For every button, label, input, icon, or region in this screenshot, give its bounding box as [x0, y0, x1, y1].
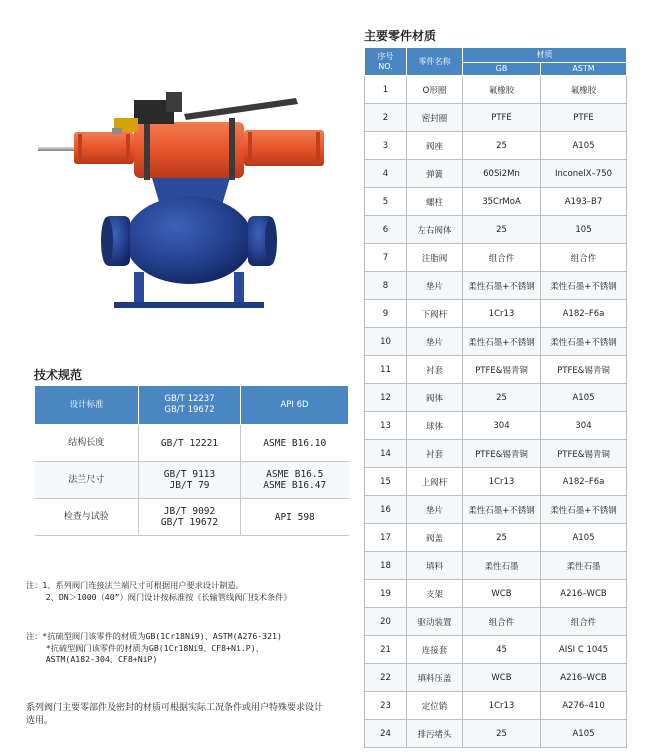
material-no: 5 — [365, 188, 407, 216]
material-astm: A216–WCB — [541, 664, 627, 692]
note-line: *抗硫型阀门该零件的材质为GB(1Cr18Ni9、CF8+Ni.P)、 — [26, 642, 264, 653]
material-gb: PTFE&锡青铜 — [463, 356, 541, 384]
material-no: 7 — [365, 244, 407, 272]
header-no — [365, 48, 407, 76]
material-no: 24 — [365, 720, 407, 748]
spec-api-standard-line: ASME B16.5 — [266, 469, 324, 480]
material-no: 22 — [365, 664, 407, 692]
material-gb: 柔性石墨+不锈钢 — [463, 272, 541, 300]
spec-section-title: 技术规范 — [34, 368, 83, 382]
spec-header-row — [35, 386, 349, 425]
spec-row-label: 法兰尺寸 — [35, 462, 139, 499]
material-gb: 柔性石墨 — [463, 552, 541, 580]
footer-note: 系列阀门主要零部件及密封的材质可根据实际工况条件或用户特殊要求设计选用。 — [26, 703, 324, 726]
material-gb: 25 — [463, 524, 541, 552]
technical-spec-table — [34, 385, 349, 536]
material-gb: 25 — [463, 132, 541, 160]
material-gb: 柔性石墨+不锈钢 — [463, 496, 541, 524]
material-gb: 1Cr13 — [463, 300, 541, 328]
note-line: 注：1、系列阀门连接法兰端尺寸可根据用户要求设计制造。 — [26, 580, 244, 590]
material-part-name: 阀盖 — [407, 524, 463, 552]
spec-header-standard: 设计标准 — [35, 386, 139, 425]
material-astm: 304 — [541, 412, 627, 440]
material-gb: 35CrMoA — [463, 188, 541, 216]
material-row — [365, 188, 627, 216]
spec-row-api — [241, 462, 349, 499]
material-part-name: 球体 — [407, 412, 463, 440]
material-part-name: 弹簧 — [407, 160, 463, 188]
material-gb: 25 — [463, 384, 541, 412]
material-part-name: 支架 — [407, 580, 463, 608]
material-row — [365, 272, 627, 300]
material-part-name: 连接套 — [407, 636, 463, 664]
material-no: 18 — [365, 552, 407, 580]
material-row — [365, 496, 627, 524]
notes-group-2 — [26, 631, 282, 666]
spec-row — [35, 499, 349, 536]
material-no: 15 — [365, 468, 407, 496]
spec-row-label: 结构长度 — [35, 425, 139, 462]
pneumatic-ball-valve-image — [34, 92, 364, 312]
material-astm: 氟橡胶 — [541, 76, 627, 104]
material-gb: 组合件 — [463, 608, 541, 636]
material-row — [365, 384, 627, 412]
material-row — [365, 468, 627, 496]
material-row — [365, 664, 627, 692]
material-astm: A193–B7 — [541, 188, 627, 216]
material-no: 21 — [365, 636, 407, 664]
material-row — [365, 636, 627, 664]
material-no: 23 — [365, 692, 407, 720]
material-astm: PTFE&锡青铜 — [541, 440, 627, 468]
material-astm: InconelX–750 — [541, 160, 627, 188]
material-row — [365, 552, 627, 580]
material-part-name: 填料压盖 — [407, 664, 463, 692]
header-astm: ASTM — [541, 63, 627, 76]
material-astm: AISI C 1045 — [541, 636, 627, 664]
material-gb: 组合件 — [463, 244, 541, 272]
material-no: 1 — [365, 76, 407, 104]
material-part-name: 垫片 — [407, 496, 463, 524]
spec-row-label: 检查与试验 — [35, 499, 139, 536]
material-row — [365, 356, 627, 384]
spec-gb-standard-line: GB/T 9113 — [163, 469, 216, 480]
spec-header-gb-line2: GB/T 19672 — [164, 405, 215, 415]
notes-group-1 — [26, 580, 292, 603]
material-astm: 柔性石墨+不锈钢 — [541, 272, 627, 300]
material-gb: 氟橡胶 — [463, 76, 541, 104]
note-line: 注：*抗硫型阀门该零件的材质为GB(1Cr18Ni9)、ASTM(A276-321) — [26, 631, 282, 641]
material-row — [365, 132, 627, 160]
material-part-name: 垫片 — [407, 272, 463, 300]
material-no: 20 — [365, 608, 407, 636]
material-astm: A105 — [541, 132, 627, 160]
material-astm: 柔性石墨 — [541, 552, 627, 580]
spec-api-standard-line: ASME B16.10 — [263, 437, 327, 449]
spec-api-standard-line: API 598 — [274, 511, 315, 523]
material-astm: A105 — [541, 524, 627, 552]
material-gb: 1Cr13 — [463, 468, 541, 496]
material-astm: 柔性石墨+不锈钢 — [541, 496, 627, 524]
manual-lever — [184, 98, 298, 120]
spec-row-gb — [139, 462, 241, 499]
material-astm: PTFE — [541, 104, 627, 132]
spec-row-api — [241, 499, 349, 536]
material-no: 6 — [365, 216, 407, 244]
material-row — [365, 412, 627, 440]
header-gb: GB — [463, 63, 541, 76]
note-line: ASTM(A182-304、CF8+NiP) — [26, 654, 158, 664]
header-no-en: NO. — [378, 61, 393, 71]
material-part-name: 螺柱 — [407, 188, 463, 216]
material-part-name: 阀座 — [407, 132, 463, 160]
material-row — [365, 328, 627, 356]
material-gb: 60Si2Mn — [463, 160, 541, 188]
spec-gb-standard-line: GB/T 19672 — [160, 517, 219, 528]
material-astm: A216–WCB — [541, 580, 627, 608]
material-row — [365, 692, 627, 720]
material-part-name: 阀体 — [407, 384, 463, 412]
material-no: 10 — [365, 328, 407, 356]
material-astm: 组合件 — [541, 608, 627, 636]
material-part-name: 定位销 — [407, 692, 463, 720]
material-no: 9 — [365, 300, 407, 328]
material-part-name: 左右阀体 — [407, 216, 463, 244]
material-row — [365, 440, 627, 468]
spec-row-gb — [139, 425, 241, 462]
spec-row — [35, 462, 349, 499]
material-gb: 25 — [463, 720, 541, 748]
header-part-name: 零件名称 — [407, 48, 463, 76]
spec-row — [35, 425, 349, 462]
material-no: 11 — [365, 356, 407, 384]
material-astm: A276–410 — [541, 692, 627, 720]
material-row — [365, 76, 627, 104]
material-no: 19 — [365, 580, 407, 608]
materials-section-title: 主要零件材质 — [364, 29, 437, 43]
spec-row-api — [241, 425, 349, 462]
material-no: 2 — [365, 104, 407, 132]
actuator — [74, 118, 324, 180]
material-gb: 45 — [463, 636, 541, 664]
spec-gb-standard-line: JB/T 79 — [169, 480, 210, 491]
material-astm: A105 — [541, 720, 627, 748]
spec-row-gb — [139, 499, 241, 536]
material-row — [365, 300, 627, 328]
material-astm: A182–F6a — [541, 468, 627, 496]
material-no: 17 — [365, 524, 407, 552]
material-part-name: 排污堵头 — [407, 720, 463, 748]
material-no: 8 — [365, 272, 407, 300]
material-no: 12 — [365, 384, 407, 412]
material-part-name: 填料 — [407, 552, 463, 580]
material-gb: 1Cr13 — [463, 692, 541, 720]
material-row — [365, 580, 627, 608]
material-part-name: 上阀杆 — [407, 468, 463, 496]
material-part-name: 驱动装置 — [407, 608, 463, 636]
material-gb: 25 — [463, 216, 541, 244]
spec-header-api: API 6D — [241, 386, 349, 425]
material-no: 13 — [365, 412, 407, 440]
material-astm: A105 — [541, 384, 627, 412]
material-row — [365, 244, 627, 272]
header-material: 材质 — [463, 48, 627, 63]
spec-gb-standard-line: JB/T 9092 — [163, 506, 216, 517]
material-part-name: 密封圈 — [407, 104, 463, 132]
material-gb: PTFE&锡青铜 — [463, 440, 541, 468]
spec-header-gb-line1: GB/T 12237 — [164, 394, 215, 404]
valve-body — [125, 196, 253, 284]
material-no: 3 — [365, 132, 407, 160]
material-row — [365, 608, 627, 636]
material-part-name: 注脂阀 — [407, 244, 463, 272]
material-gb: WCB — [463, 580, 541, 608]
material-astm: 柔性石墨+不锈钢 — [541, 328, 627, 356]
material-gb: WCB — [463, 664, 541, 692]
header-no-cn: 序号 — [377, 51, 394, 61]
material-part-name: 下阀杆 — [407, 300, 463, 328]
material-astm: 105 — [541, 216, 627, 244]
spec-api-standard-line: ASME B16.47 — [263, 480, 327, 491]
material-row — [365, 524, 627, 552]
note-line: 2、DN＞1000（40”）阀门设计按标准按《长输管线阀门技术条件》 — [26, 591, 292, 602]
material-row — [365, 104, 627, 132]
material-row — [365, 160, 627, 188]
material-astm: PTFE&锡青铜 — [541, 356, 627, 384]
material-no: 4 — [365, 160, 407, 188]
material-gb: 柔性石墨+不锈钢 — [463, 328, 541, 356]
piston-rod — [38, 147, 78, 151]
materials-table — [364, 47, 627, 748]
material-gb: 304 — [463, 412, 541, 440]
material-astm: A182–F6a — [541, 300, 627, 328]
material-part-name: 垫片 — [407, 328, 463, 356]
spec-gb-standard-line: GB/T 12221 — [160, 437, 219, 449]
material-astm: 组合件 — [541, 244, 627, 272]
material-no: 14 — [365, 440, 407, 468]
material-row — [365, 216, 627, 244]
material-no: 16 — [365, 496, 407, 524]
material-part-name: O形圈 — [407, 76, 463, 104]
material-gb: PTFE — [463, 104, 541, 132]
material-row — [365, 720, 627, 748]
spec-header-gb — [139, 386, 241, 425]
material-part-name: 衬套 — [407, 356, 463, 384]
material-part-name: 衬套 — [407, 440, 463, 468]
